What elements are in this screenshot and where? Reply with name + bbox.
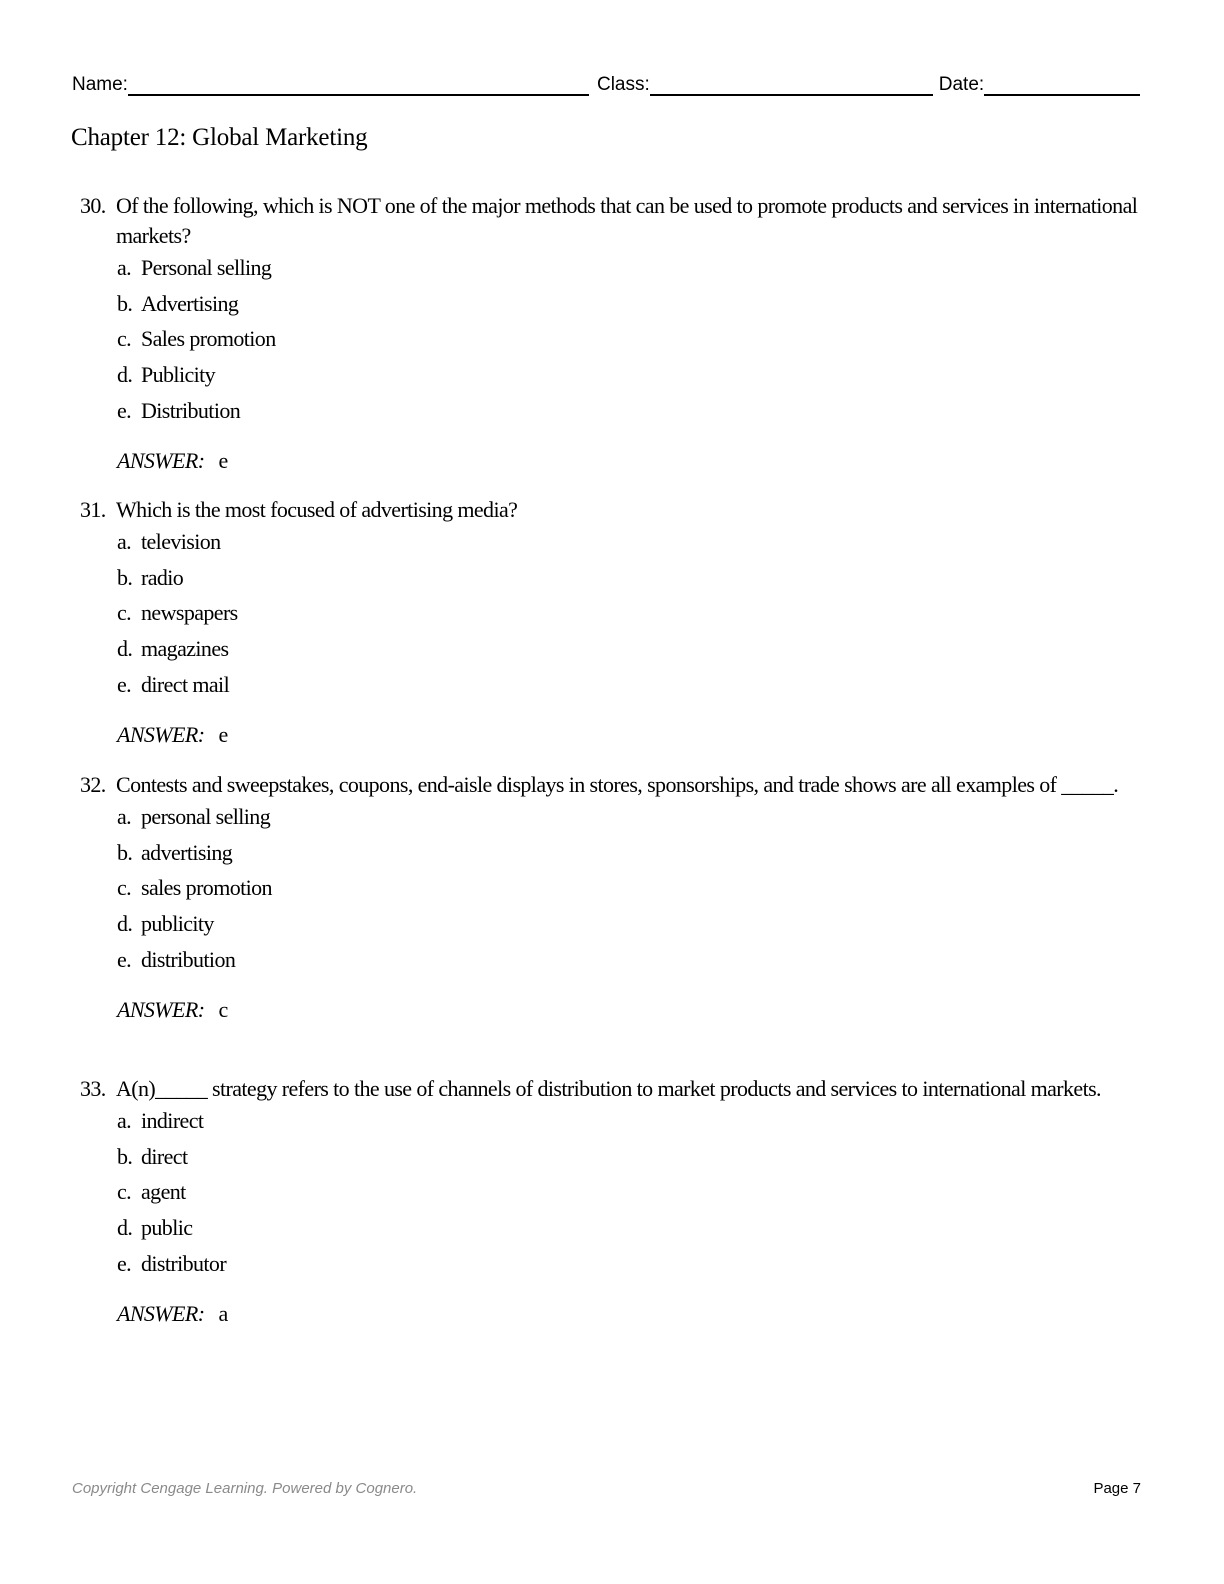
chapter-title: Chapter 12: Global Marketing [71,124,368,151]
answer-line [117,720,1145,750]
option-letter: c. [117,326,132,352]
option-text: television [141,529,221,554]
option-letter: a. [117,804,132,829]
option-b [117,290,1145,326]
question-stem [80,770,1145,800]
option-letter: d. [117,362,133,388]
option-text: personal selling [141,804,271,829]
option-text: direct [141,1143,188,1169]
date-blank-line [984,72,1140,96]
question-stem [80,1074,1145,1104]
option-c [117,874,1145,910]
option-e [117,397,1145,433]
option-letter: b. [117,290,133,316]
option-e [117,1250,1145,1286]
option-a [117,803,1145,839]
option-letter: c. [117,875,132,901]
question-number: 32. [80,772,106,797]
option-letter: a. [117,255,132,280]
page-number: Page 7 [1093,1480,1141,1497]
question-31 [80,495,1145,750]
option-letter: a. [117,1108,132,1133]
option-text: distributor [141,1250,227,1276]
option-text: sales promotion [141,875,272,901]
question-number: 30. [80,193,106,218]
option-text: advertising [141,839,233,865]
option-text: newspapers [141,600,238,626]
question-text: A(n)_____ strategy refers to the use of channels of distribution to market products and services to international markets. [116,1076,1101,1101]
answer-label: ANSWER: [117,997,205,1023]
option-text: Personal selling [141,255,272,280]
option-d [117,361,1145,397]
option-b [117,564,1145,600]
option-text: Sales promotion [141,326,276,352]
question-text: Contests and sweepstakes, coupons, end-aisle displays in stores, sponsorships, and trade shows are all examples of _____. [116,772,1119,797]
option-b [117,839,1145,875]
answer-options [117,528,1145,706]
answer-value: a [218,1301,228,1327]
answer-options [117,254,1145,432]
option-text: magazines [141,636,229,662]
name-label: Name: [72,74,128,95]
option-letter: c. [117,1179,132,1205]
answer-label: ANSWER: [117,1301,205,1327]
option-letter: b. [117,839,133,865]
option-c [117,1178,1145,1214]
option-text: public [141,1215,193,1241]
option-a [117,254,1145,290]
option-text: Advertising [141,290,239,316]
option-e [117,946,1145,982]
option-c [117,325,1145,361]
question-30 [80,191,1145,476]
option-text: radio [141,564,184,590]
student-info-header [72,72,1142,96]
answer-line [117,1299,1145,1329]
option-e [117,671,1145,707]
option-letter: a. [117,529,132,554]
option-letter: c. [117,600,132,626]
answer-value: e [218,722,228,748]
answer-line [117,446,1145,476]
answer-label: ANSWER: [117,722,205,748]
option-letter: e. [117,671,132,697]
question-text: Which is the most focused of advertising media? [116,497,518,522]
answer-value: e [218,448,228,474]
option-text: indirect [141,1108,204,1133]
answer-line [117,995,1145,1025]
option-a [117,1107,1145,1143]
option-letter: e. [117,946,132,972]
option-letter: b. [117,1143,133,1169]
option-d [117,1214,1145,1250]
option-letter: d. [117,911,133,937]
question-stem [80,495,1145,525]
question-text: Of the following, which is NOT one of the major methods that can be used to promote products and services in international markets? [116,193,1138,248]
option-text: agent [141,1179,186,1205]
option-letter: b. [117,564,133,590]
option-a [117,528,1145,564]
question-stem [80,191,1145,251]
option-b [117,1143,1145,1179]
answer-options [117,1107,1145,1285]
name-blank-line [128,72,589,96]
answer-value: c [218,997,228,1023]
question-number: 33. [80,1076,106,1101]
answer-label: ANSWER: [117,448,205,474]
option-text: Distribution [141,397,241,423]
question-33 [80,1074,1145,1329]
option-d [117,910,1145,946]
option-c [117,599,1145,635]
option-letter: d. [117,1215,133,1241]
option-text: distribution [141,946,236,972]
option-text: Publicity [141,362,216,388]
class-label: Class: [596,74,650,95]
option-d [117,635,1145,671]
question-32 [80,770,1145,1025]
answer-options [117,803,1145,981]
option-letter: e. [117,1250,132,1276]
date-label: Date: [938,74,985,95]
class-blank-line [650,72,933,96]
option-text: publicity [141,911,214,937]
question-number: 31. [80,497,106,522]
copyright-footer: Copyright Cengage Learning. Powered by Cognero. [72,1480,418,1497]
option-text: direct mail [141,671,230,697]
option-letter: e. [117,397,132,423]
option-letter: d. [117,636,133,662]
